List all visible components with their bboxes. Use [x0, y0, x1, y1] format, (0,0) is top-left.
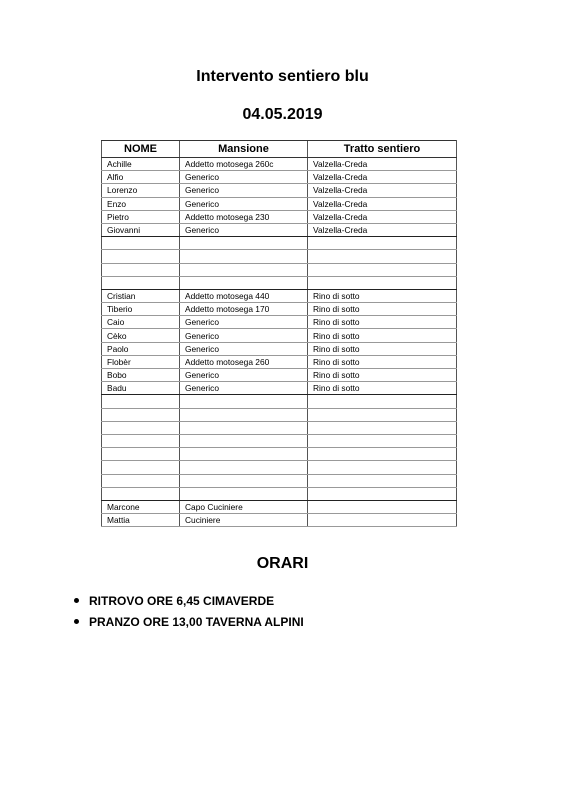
- cell-nome: Achille: [102, 158, 180, 171]
- cell-mansione: Addetto motosega 170: [180, 303, 308, 316]
- bullet-icon: [74, 619, 79, 624]
- cell-nome: Tiberio: [102, 303, 180, 316]
- cell-tratto-sentiero: [308, 434, 457, 447]
- cell-mansione: Cuciniere: [180, 514, 308, 527]
- table-row: [102, 342, 457, 355]
- cell-mansione: Generico: [180, 369, 308, 382]
- table-row: [102, 487, 457, 500]
- table-row: [102, 329, 457, 342]
- cell-tratto-sentiero: [308, 263, 457, 276]
- table-row: [102, 395, 457, 408]
- cell-tratto-sentiero: Valzella-Creda: [308, 184, 457, 197]
- table-row: [102, 514, 457, 527]
- cell-mansione: [180, 434, 308, 447]
- cell-nome: Bobo: [102, 369, 180, 382]
- cell-tratto-sentiero: [308, 421, 457, 434]
- table-row: [102, 421, 457, 434]
- cell-nome: Marcone: [102, 500, 180, 513]
- cell-nome: [102, 250, 180, 263]
- cell-nome: Enzo: [102, 197, 180, 210]
- cell-mansione: Generico: [180, 223, 308, 236]
- cell-nome: [102, 448, 180, 461]
- cell-mansione: [180, 408, 308, 421]
- cell-tratto-sentiero: Rino di sotto: [308, 329, 457, 342]
- table-row: [102, 197, 457, 210]
- cell-mansione: [180, 448, 308, 461]
- cell-mansione: Capo Cuciniere: [180, 500, 308, 513]
- cell-tratto-sentiero: Valzella-Creda: [308, 171, 457, 184]
- table-row: [102, 303, 457, 316]
- cell-nome: [102, 421, 180, 434]
- cell-nome: Caio: [102, 316, 180, 329]
- cell-mansione: Generico: [180, 342, 308, 355]
- cell-nome: [102, 434, 180, 447]
- cell-mansione: [180, 461, 308, 474]
- cell-nome: Alfio: [102, 171, 180, 184]
- cell-nome: Paolo: [102, 342, 180, 355]
- cell-nome: Flobèr: [102, 355, 180, 368]
- table-row: [102, 171, 457, 184]
- table-row: [102, 184, 457, 197]
- cell-tratto-sentiero: Rino di sotto: [308, 303, 457, 316]
- cell-tratto-sentiero: [308, 276, 457, 289]
- cell-tratto-sentiero: Rino di sotto: [308, 289, 457, 302]
- cell-tratto-sentiero: Valzella-Creda: [308, 210, 457, 223]
- cell-nome: [102, 263, 180, 276]
- table-row: [102, 408, 457, 421]
- cell-tratto-sentiero: [308, 448, 457, 461]
- cell-tratto-sentiero: Valzella-Creda: [308, 158, 457, 171]
- cell-nome: [102, 408, 180, 421]
- table-row: [102, 434, 457, 447]
- cell-nome: [102, 237, 180, 250]
- table-row: [102, 250, 457, 263]
- cell-nome: Cristian: [102, 289, 180, 302]
- cell-mansione: [180, 487, 308, 500]
- cell-tratto-sentiero: Valzella-Creda: [308, 197, 457, 210]
- cell-nome: [102, 487, 180, 500]
- cell-tratto-sentiero: [308, 487, 457, 500]
- table-row: [102, 276, 457, 289]
- cell-nome: [102, 461, 180, 474]
- cell-mansione: Generico: [180, 197, 308, 210]
- cell-tratto-sentiero: Rino di sotto: [308, 342, 457, 355]
- cell-mansione: Addetto motosega 440: [180, 289, 308, 302]
- table-body: [102, 158, 457, 527]
- header-tratto-sentiero: Tratto sentiero: [308, 141, 457, 158]
- cell-tratto-sentiero: Rino di sotto: [308, 382, 457, 395]
- table-row: [102, 158, 457, 171]
- cell-nome: Cèko: [102, 329, 180, 342]
- table-row: [102, 448, 457, 461]
- cell-tratto-sentiero: Valzella-Creda: [308, 223, 457, 236]
- table-row: [102, 500, 457, 513]
- cell-tratto-sentiero: Rino di sotto: [308, 316, 457, 329]
- cell-tratto-sentiero: [308, 514, 457, 527]
- table-row: [102, 263, 457, 276]
- cell-mansione: [180, 421, 308, 434]
- cell-nome: Giovanni: [102, 223, 180, 236]
- assignment-table: [101, 140, 457, 527]
- cell-nome: Mattia: [102, 514, 180, 527]
- cell-mansione: Generico: [180, 171, 308, 184]
- cell-mansione: Addetto motosega 260: [180, 355, 308, 368]
- header-nome: NOME: [102, 141, 180, 158]
- cell-tratto-sentiero: [308, 250, 457, 263]
- table-row: [102, 355, 457, 368]
- document-title: Intervento sentiero blu: [196, 68, 369, 85]
- schedule-item-text: RITROVO ORE 6,45 CIMAVERDE: [89, 593, 275, 608]
- cell-tratto-sentiero: [308, 408, 457, 421]
- cell-nome: [102, 395, 180, 408]
- cell-mansione: [180, 395, 308, 408]
- table-row: [102, 210, 457, 223]
- section-title-orari: ORARI: [256, 555, 309, 572]
- cell-tratto-sentiero: [308, 237, 457, 250]
- cell-mansione: [180, 237, 308, 250]
- cell-tratto-sentiero: [308, 395, 457, 408]
- cell-mansione: Generico: [180, 329, 308, 342]
- cell-tratto-sentiero: [308, 461, 457, 474]
- cell-nome: Lorenzo: [102, 184, 180, 197]
- list-item: [74, 590, 304, 611]
- table-row: [102, 382, 457, 395]
- table-row: [102, 316, 457, 329]
- table-row: [102, 369, 457, 382]
- table-row: [102, 474, 457, 487]
- cell-mansione: [180, 276, 308, 289]
- cell-mansione: Addetto motosega 260c: [180, 158, 308, 171]
- table-row: [102, 237, 457, 250]
- cell-nome: Pietro: [102, 210, 180, 223]
- cell-mansione: Addetto motosega 230: [180, 210, 308, 223]
- schedule-list: [74, 590, 304, 632]
- cell-mansione: [180, 250, 308, 263]
- cell-tratto-sentiero: [308, 474, 457, 487]
- table-row: [102, 461, 457, 474]
- document-date: 04.05.2019: [242, 106, 323, 123]
- schedule-item-text: PRANZO ORE 13,00 TAVERNA ALPINI: [89, 614, 304, 629]
- cell-tratto-sentiero: [308, 500, 457, 513]
- list-item: [74, 611, 304, 632]
- cell-nome: [102, 474, 180, 487]
- cell-tratto-sentiero: Rino di sotto: [308, 369, 457, 382]
- cell-nome: [102, 276, 180, 289]
- header-mansione: Mansione: [180, 141, 308, 158]
- bullet-icon: [74, 598, 79, 603]
- table-row: [102, 289, 457, 302]
- table-header-row: [102, 141, 457, 158]
- cell-mansione: [180, 263, 308, 276]
- cell-mansione: Generico: [180, 382, 308, 395]
- cell-mansione: [180, 474, 308, 487]
- cell-mansione: Generico: [180, 184, 308, 197]
- table-row: [102, 223, 457, 236]
- cell-nome: Badu: [102, 382, 180, 395]
- cell-mansione: Generico: [180, 316, 308, 329]
- cell-tratto-sentiero: Rino di sotto: [308, 355, 457, 368]
